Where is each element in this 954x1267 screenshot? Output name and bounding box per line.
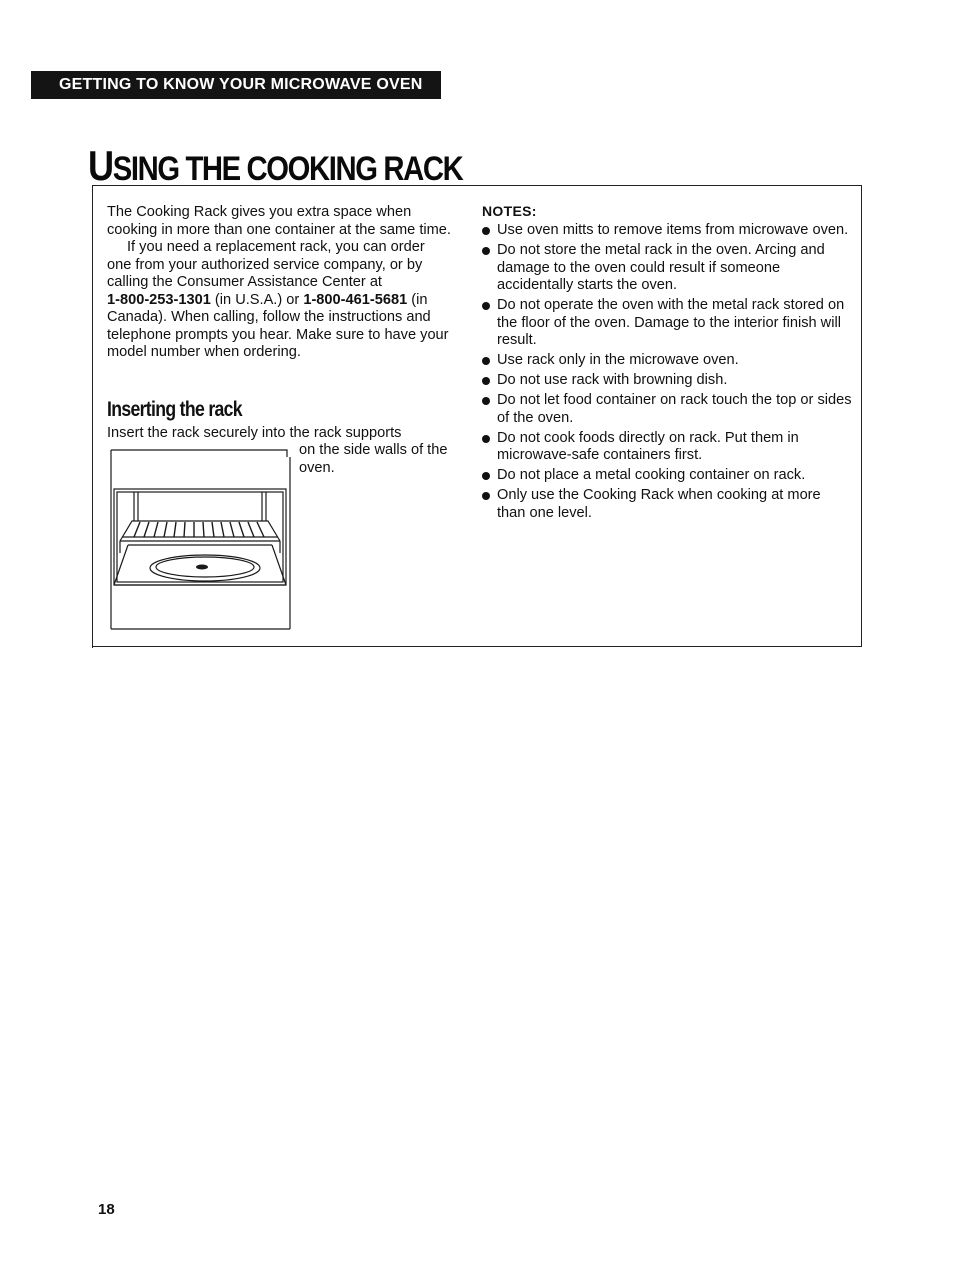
content-frame-left [92,185,93,648]
bullet-icon [482,492,490,500]
note-item: Do not store the metal rack in the oven. Arcing and damage to the oven could result if someone accidentally starts the oven. [482,242,852,295]
inserting-heading: Inserting the rack [107,398,242,421]
content-frame-top [92,185,862,186]
bullet-icon [482,227,490,235]
page-title-rest: SING THE COOKING RACK [112,150,463,188]
phone-canada: 1-800-461-5681 [303,291,408,308]
bullet-icon [482,435,490,443]
intro-paragraph-1: The Cooking Rack gives you extra space when cooking in more than one container at the same time. [107,204,451,238]
bullet-icon [482,247,490,255]
intro-text [107,204,452,362]
page-number: 18 [98,1201,115,1218]
intro-paragraph-2-start: If you need a replacement rack, you can order one from your authorized service company, or by calling the Consumer Assistance Center at [107,239,425,290]
note-item: Do not place a metal cooking container on rack. [482,467,852,485]
section-header-label: GETTING TO KNOW YOUR MICROWAVE OVEN [59,76,423,93]
phone-usa: 1-800-253-1301 [107,291,211,308]
content-frame-bottom [92,646,862,647]
phone-usa-note: (in U.S.A.) or [214,291,300,308]
note-item: Do not let food container on rack touch the top or sides of the oven. [482,392,852,427]
bullet-icon [482,302,490,310]
intro-paragraph-2-end: (in Canada). When calling, follow the instructions and telephone prompts you hear. Make sure to have your model number when ordering. [107,291,449,360]
intro-paragraph-2 [107,239,452,362]
content-frame-right [861,185,862,646]
notes-list [482,222,852,525]
bullet-icon [482,472,490,480]
note-item: Use oven mitts to remove items from microwave oven. [482,222,852,240]
inserting-text-line1: Insert the rack securely into the rack supports [107,425,402,441]
bullet-icon [482,397,490,405]
bullet-icon [482,377,490,385]
page-title-initial: U [88,142,113,189]
note-item: Use rack only in the microwave oven. [482,352,852,370]
note-item: Do not cook foods directly on rack. Put them in microwave-safe containers first. [482,430,852,465]
note-item: Do not operate the oven with the metal rack stored on the floor of the oven. Damage to the interior finish will result. [482,297,852,350]
notes-heading: NOTES: [482,203,537,219]
note-item: Do not use rack with browning dish. [482,372,852,390]
bullet-icon [482,357,490,365]
note-item: Only use the Cooking Rack when cooking at more than one level. [482,487,852,522]
section-header-bar [31,71,441,99]
rack-illustration [110,449,292,631]
page-title [88,142,463,189]
inserting-text-line2: on the side walls of the oven. [299,442,448,476]
